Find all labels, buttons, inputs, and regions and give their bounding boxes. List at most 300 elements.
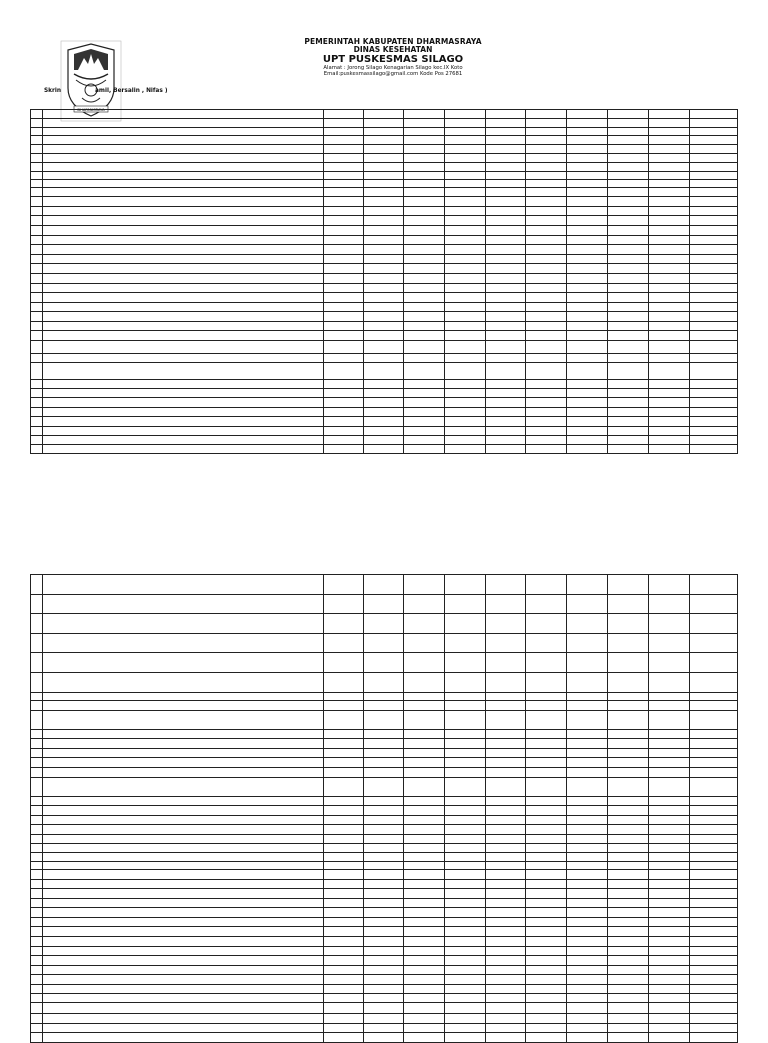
answer-tidak-cell[interactable] bbox=[690, 594, 738, 614]
answer-tidak-cell[interactable] bbox=[364, 127, 404, 136]
answer-ya-cell[interactable] bbox=[324, 946, 364, 956]
answer-tidak-cell[interactable] bbox=[608, 861, 649, 869]
answer-ya-cell[interactable] bbox=[567, 633, 608, 653]
answer-tidak-cell[interactable] bbox=[445, 758, 486, 768]
answer-ya-cell[interactable] bbox=[324, 153, 364, 162]
answer-ya-cell[interactable] bbox=[486, 594, 526, 614]
answer-tidak-cell[interactable] bbox=[364, 994, 404, 1003]
answer-ya-cell[interactable] bbox=[404, 312, 445, 322]
answer-tidak-cell[interactable] bbox=[445, 312, 486, 322]
answer-tidak-cell[interactable] bbox=[364, 341, 404, 354]
answer-ya-cell[interactable] bbox=[649, 672, 690, 692]
answer-ya-cell[interactable] bbox=[567, 225, 608, 235]
answer-tidak-cell[interactable] bbox=[526, 110, 567, 119]
answer-tidak-cell[interactable] bbox=[690, 777, 738, 796]
answer-tidak-cell[interactable] bbox=[445, 197, 486, 207]
answer-ya-cell[interactable] bbox=[404, 118, 445, 127]
answer-tidak-cell[interactable] bbox=[608, 815, 649, 825]
answer-tidak-cell[interactable] bbox=[364, 834, 404, 843]
answer-ya-cell[interactable] bbox=[567, 843, 608, 852]
answer-tidak-cell[interactable] bbox=[608, 692, 649, 701]
answer-tidak-cell[interactable] bbox=[364, 748, 404, 758]
answer-ya-cell[interactable] bbox=[567, 179, 608, 187]
answer-ya-cell[interactable] bbox=[567, 245, 608, 255]
answer-tidak-cell[interactable] bbox=[608, 796, 649, 806]
answer-ya-cell[interactable] bbox=[404, 187, 445, 197]
answer-tidak-cell[interactable] bbox=[690, 869, 738, 879]
answer-tidak-cell[interactable] bbox=[445, 614, 486, 634]
answer-tidak-cell[interactable] bbox=[364, 179, 404, 187]
answer-ya-cell[interactable] bbox=[324, 653, 364, 673]
answer-ya-cell[interactable] bbox=[324, 748, 364, 758]
answer-ya-cell[interactable] bbox=[404, 994, 445, 1003]
answer-tidak-cell[interactable] bbox=[608, 843, 649, 852]
answer-tidak-cell[interactable] bbox=[445, 777, 486, 796]
answer-tidak-cell[interactable] bbox=[364, 302, 404, 312]
answer-tidak-cell[interactable] bbox=[526, 692, 567, 701]
answer-ya-cell[interactable] bbox=[567, 614, 608, 634]
answer-tidak-cell[interactable] bbox=[690, 806, 738, 816]
answer-ya-cell[interactable] bbox=[404, 767, 445, 777]
answer-tidak-cell[interactable] bbox=[445, 825, 486, 835]
answer-ya-cell[interactable] bbox=[324, 692, 364, 701]
answer-ya-cell[interactable] bbox=[486, 653, 526, 673]
answer-tidak-cell[interactable] bbox=[690, 965, 738, 975]
answer-tidak-cell[interactable] bbox=[526, 710, 567, 729]
answer-ya-cell[interactable] bbox=[486, 435, 526, 444]
answer-tidak-cell[interactable] bbox=[690, 889, 738, 899]
answer-tidak-cell[interactable] bbox=[526, 388, 567, 398]
answer-tidak-cell[interactable] bbox=[526, 994, 567, 1003]
answer-ya-cell[interactable] bbox=[567, 739, 608, 749]
answer-ya-cell[interactable] bbox=[486, 815, 526, 825]
answer-tidak-cell[interactable] bbox=[364, 777, 404, 796]
answer-tidak-cell[interactable] bbox=[608, 225, 649, 235]
answer-ya-cell[interactable] bbox=[404, 341, 445, 354]
answer-tidak-cell[interactable] bbox=[445, 254, 486, 264]
answer-ya-cell[interactable] bbox=[486, 398, 526, 408]
answer-ya-cell[interactable] bbox=[324, 225, 364, 235]
answer-tidak-cell[interactable] bbox=[445, 806, 486, 816]
answer-tidak-cell[interactable] bbox=[445, 293, 486, 303]
answer-ya-cell[interactable] bbox=[486, 293, 526, 303]
answer-ya-cell[interactable] bbox=[567, 110, 608, 119]
answer-tidak-cell[interactable] bbox=[445, 118, 486, 127]
answer-ya-cell[interactable] bbox=[486, 354, 526, 363]
answer-ya-cell[interactable] bbox=[486, 136, 526, 145]
answer-ya-cell[interactable] bbox=[486, 575, 526, 595]
answer-ya-cell[interactable] bbox=[404, 354, 445, 363]
answer-tidak-cell[interactable] bbox=[608, 254, 649, 264]
answer-tidak-cell[interactable] bbox=[445, 729, 486, 739]
answer-ya-cell[interactable] bbox=[486, 777, 526, 796]
answer-ya-cell[interactable] bbox=[324, 1033, 364, 1043]
answer-ya-cell[interactable] bbox=[404, 956, 445, 966]
answer-ya-cell[interactable] bbox=[324, 869, 364, 879]
answer-ya-cell[interactable] bbox=[649, 283, 690, 293]
answer-ya-cell[interactable] bbox=[649, 710, 690, 729]
answer-ya-cell[interactable] bbox=[649, 110, 690, 119]
answer-tidak-cell[interactable] bbox=[526, 197, 567, 207]
answer-tidak-cell[interactable] bbox=[445, 283, 486, 293]
answer-tidak-cell[interactable] bbox=[690, 739, 738, 749]
answer-ya-cell[interactable] bbox=[567, 748, 608, 758]
answer-tidak-cell[interactable] bbox=[445, 153, 486, 162]
answer-ya-cell[interactable] bbox=[404, 398, 445, 408]
answer-ya-cell[interactable] bbox=[567, 806, 608, 816]
answer-ya-cell[interactable] bbox=[486, 1033, 526, 1043]
answer-ya-cell[interactable] bbox=[486, 235, 526, 245]
answer-ya-cell[interactable] bbox=[649, 417, 690, 427]
answer-tidak-cell[interactable] bbox=[690, 767, 738, 777]
answer-tidak-cell[interactable] bbox=[445, 889, 486, 899]
answer-tidak-cell[interactable] bbox=[608, 136, 649, 145]
answer-ya-cell[interactable] bbox=[567, 283, 608, 293]
answer-tidak-cell[interactable] bbox=[364, 806, 404, 816]
answer-tidak-cell[interactable] bbox=[526, 748, 567, 758]
answer-tidak-cell[interactable] bbox=[364, 889, 404, 899]
answer-ya-cell[interactable] bbox=[486, 739, 526, 749]
answer-ya-cell[interactable] bbox=[649, 908, 690, 918]
answer-tidak-cell[interactable] bbox=[690, 118, 738, 127]
answer-ya-cell[interactable] bbox=[486, 118, 526, 127]
answer-tidak-cell[interactable] bbox=[364, 354, 404, 363]
answer-tidak-cell[interactable] bbox=[608, 312, 649, 322]
answer-ya-cell[interactable] bbox=[486, 388, 526, 398]
answer-tidak-cell[interactable] bbox=[364, 927, 404, 937]
answer-ya-cell[interactable] bbox=[404, 1023, 445, 1033]
answer-ya-cell[interactable] bbox=[649, 777, 690, 796]
answer-tidak-cell[interactable] bbox=[690, 672, 738, 692]
answer-tidak-cell[interactable] bbox=[364, 225, 404, 235]
answer-tidak-cell[interactable] bbox=[526, 341, 567, 354]
answer-ya-cell[interactable] bbox=[567, 937, 608, 947]
answer-tidak-cell[interactable] bbox=[445, 653, 486, 673]
answer-ya-cell[interactable] bbox=[649, 118, 690, 127]
answer-tidak-cell[interactable] bbox=[608, 898, 649, 908]
answer-tidak-cell[interactable] bbox=[526, 264, 567, 274]
answer-tidak-cell[interactable] bbox=[608, 1014, 649, 1024]
answer-ya-cell[interactable] bbox=[404, 444, 445, 453]
answer-tidak-cell[interactable] bbox=[364, 739, 404, 749]
answer-tidak-cell[interactable] bbox=[690, 283, 738, 293]
answer-ya-cell[interactable] bbox=[486, 283, 526, 293]
answer-tidak-cell[interactable] bbox=[690, 843, 738, 852]
answer-ya-cell[interactable] bbox=[567, 985, 608, 994]
answer-tidak-cell[interactable] bbox=[690, 937, 738, 947]
answer-ya-cell[interactable] bbox=[486, 908, 526, 918]
answer-ya-cell[interactable] bbox=[567, 254, 608, 264]
answer-tidak-cell[interactable] bbox=[690, 729, 738, 739]
answer-ya-cell[interactable] bbox=[649, 216, 690, 226]
answer-ya-cell[interactable] bbox=[486, 672, 526, 692]
answer-ya-cell[interactable] bbox=[324, 937, 364, 947]
answer-ya-cell[interactable] bbox=[649, 927, 690, 937]
answer-tidak-cell[interactable] bbox=[364, 575, 404, 595]
answer-ya-cell[interactable] bbox=[486, 153, 526, 162]
answer-tidak-cell[interactable] bbox=[526, 118, 567, 127]
answer-ya-cell[interactable] bbox=[404, 614, 445, 634]
answer-tidak-cell[interactable] bbox=[445, 162, 486, 171]
answer-tidak-cell[interactable] bbox=[445, 898, 486, 908]
answer-tidak-cell[interactable] bbox=[690, 245, 738, 255]
answer-ya-cell[interactable] bbox=[324, 444, 364, 453]
answer-ya-cell[interactable] bbox=[567, 426, 608, 435]
answer-ya-cell[interactable] bbox=[567, 407, 608, 417]
answer-ya-cell[interactable] bbox=[649, 341, 690, 354]
answer-tidak-cell[interactable] bbox=[526, 225, 567, 235]
answer-ya-cell[interactable] bbox=[324, 264, 364, 274]
answer-ya-cell[interactable] bbox=[649, 197, 690, 207]
answer-ya-cell[interactable] bbox=[486, 917, 526, 927]
answer-ya-cell[interactable] bbox=[324, 312, 364, 322]
answer-ya-cell[interactable] bbox=[567, 777, 608, 796]
answer-tidak-cell[interactable] bbox=[445, 145, 486, 154]
answer-ya-cell[interactable] bbox=[486, 825, 526, 835]
answer-ya-cell[interactable] bbox=[649, 398, 690, 408]
answer-ya-cell[interactable] bbox=[324, 908, 364, 918]
answer-ya-cell[interactable] bbox=[404, 235, 445, 245]
answer-ya-cell[interactable] bbox=[486, 614, 526, 634]
answer-ya-cell[interactable] bbox=[404, 575, 445, 595]
answer-ya-cell[interactable] bbox=[649, 869, 690, 879]
answer-tidak-cell[interactable] bbox=[526, 575, 567, 595]
answer-ya-cell[interactable] bbox=[404, 1014, 445, 1024]
answer-tidak-cell[interactable] bbox=[608, 407, 649, 417]
answer-ya-cell[interactable] bbox=[324, 127, 364, 136]
answer-tidak-cell[interactable] bbox=[445, 748, 486, 758]
answer-tidak-cell[interactable] bbox=[445, 985, 486, 994]
answer-ya-cell[interactable] bbox=[324, 614, 364, 634]
answer-ya-cell[interactable] bbox=[324, 235, 364, 245]
answer-ya-cell[interactable] bbox=[649, 994, 690, 1003]
answer-ya-cell[interactable] bbox=[404, 145, 445, 154]
answer-ya-cell[interactable] bbox=[567, 908, 608, 918]
answer-tidak-cell[interactable] bbox=[690, 758, 738, 768]
answer-ya-cell[interactable] bbox=[567, 1014, 608, 1024]
answer-tidak-cell[interactable] bbox=[526, 861, 567, 869]
answer-ya-cell[interactable] bbox=[324, 388, 364, 398]
answer-tidak-cell[interactable] bbox=[364, 692, 404, 701]
answer-ya-cell[interactable] bbox=[649, 889, 690, 899]
answer-ya-cell[interactable] bbox=[324, 426, 364, 435]
answer-tidak-cell[interactable] bbox=[608, 110, 649, 119]
answer-ya-cell[interactable] bbox=[567, 879, 608, 889]
answer-ya-cell[interactable] bbox=[567, 889, 608, 899]
answer-ya-cell[interactable] bbox=[324, 197, 364, 207]
answer-tidak-cell[interactable] bbox=[608, 444, 649, 453]
answer-ya-cell[interactable] bbox=[324, 1023, 364, 1033]
answer-tidak-cell[interactable] bbox=[364, 710, 404, 729]
answer-tidak-cell[interactable] bbox=[526, 331, 567, 341]
answer-tidak-cell[interactable] bbox=[526, 162, 567, 171]
answer-ya-cell[interactable] bbox=[324, 739, 364, 749]
answer-tidak-cell[interactable] bbox=[608, 398, 649, 408]
answer-ya-cell[interactable] bbox=[404, 321, 445, 331]
answer-ya-cell[interactable] bbox=[324, 917, 364, 927]
answer-tidak-cell[interactable] bbox=[690, 398, 738, 408]
answer-ya-cell[interactable] bbox=[649, 965, 690, 975]
answer-tidak-cell[interactable] bbox=[690, 614, 738, 634]
answer-tidak-cell[interactable] bbox=[364, 908, 404, 918]
answer-tidak-cell[interactable] bbox=[364, 975, 404, 985]
answer-tidak-cell[interactable] bbox=[690, 388, 738, 398]
answer-tidak-cell[interactable] bbox=[608, 1033, 649, 1043]
answer-ya-cell[interactable] bbox=[404, 245, 445, 255]
answer-ya-cell[interactable] bbox=[404, 1033, 445, 1043]
answer-tidak-cell[interactable] bbox=[445, 444, 486, 453]
answer-ya-cell[interactable] bbox=[404, 633, 445, 653]
answer-ya-cell[interactable] bbox=[486, 937, 526, 947]
answer-ya-cell[interactable] bbox=[324, 806, 364, 816]
answer-tidak-cell[interactable] bbox=[526, 672, 567, 692]
answer-ya-cell[interactable] bbox=[567, 435, 608, 444]
answer-tidak-cell[interactable] bbox=[608, 341, 649, 354]
answer-ya-cell[interactable] bbox=[567, 946, 608, 956]
answer-ya-cell[interactable] bbox=[324, 927, 364, 937]
answer-ya-cell[interactable] bbox=[567, 672, 608, 692]
answer-ya-cell[interactable] bbox=[486, 692, 526, 701]
answer-ya-cell[interactable] bbox=[404, 594, 445, 614]
answer-tidak-cell[interactable] bbox=[690, 748, 738, 758]
answer-tidak-cell[interactable] bbox=[690, 426, 738, 435]
answer-ya-cell[interactable] bbox=[324, 187, 364, 197]
answer-ya-cell[interactable] bbox=[567, 398, 608, 408]
answer-tidak-cell[interactable] bbox=[526, 594, 567, 614]
answer-ya-cell[interactable] bbox=[324, 729, 364, 739]
answer-tidak-cell[interactable] bbox=[608, 825, 649, 835]
answer-tidak-cell[interactable] bbox=[608, 575, 649, 595]
answer-tidak-cell[interactable] bbox=[690, 692, 738, 701]
answer-tidak-cell[interactable] bbox=[690, 908, 738, 918]
answer-tidak-cell[interactable] bbox=[364, 254, 404, 264]
answer-tidak-cell[interactable] bbox=[445, 975, 486, 985]
answer-tidak-cell[interactable] bbox=[690, 273, 738, 283]
answer-tidak-cell[interactable] bbox=[608, 869, 649, 879]
answer-ya-cell[interactable] bbox=[324, 216, 364, 226]
answer-tidak-cell[interactable] bbox=[445, 843, 486, 852]
answer-tidak-cell[interactable] bbox=[364, 245, 404, 255]
answer-tidak-cell[interactable] bbox=[690, 197, 738, 207]
answer-ya-cell[interactable] bbox=[324, 302, 364, 312]
answer-ya-cell[interactable] bbox=[649, 861, 690, 869]
answer-ya-cell[interactable] bbox=[324, 407, 364, 417]
answer-tidak-cell[interactable] bbox=[608, 927, 649, 937]
answer-ya-cell[interactable] bbox=[649, 758, 690, 768]
answer-ya-cell[interactable] bbox=[324, 293, 364, 303]
answer-ya-cell[interactable] bbox=[404, 293, 445, 303]
answer-tidak-cell[interactable] bbox=[445, 834, 486, 843]
answer-ya-cell[interactable] bbox=[649, 321, 690, 331]
answer-ya-cell[interactable] bbox=[649, 312, 690, 322]
answer-ya-cell[interactable] bbox=[649, 264, 690, 274]
answer-tidak-cell[interactable] bbox=[445, 426, 486, 435]
answer-ya-cell[interactable] bbox=[486, 1014, 526, 1024]
answer-tidak-cell[interactable] bbox=[445, 273, 486, 283]
answer-ya-cell[interactable] bbox=[404, 225, 445, 235]
answer-ya-cell[interactable] bbox=[486, 302, 526, 312]
answer-ya-cell[interactable] bbox=[486, 187, 526, 197]
answer-ya-cell[interactable] bbox=[324, 321, 364, 331]
answer-tidak-cell[interactable] bbox=[445, 264, 486, 274]
answer-ya-cell[interactable] bbox=[567, 302, 608, 312]
answer-tidak-cell[interactable] bbox=[690, 379, 738, 388]
answer-ya-cell[interactable] bbox=[567, 917, 608, 927]
answer-ya-cell[interactable] bbox=[324, 767, 364, 777]
answer-ya-cell[interactable] bbox=[649, 354, 690, 363]
answer-ya-cell[interactable] bbox=[486, 758, 526, 768]
answer-ya-cell[interactable] bbox=[324, 331, 364, 341]
answer-tidak-cell[interactable] bbox=[690, 153, 738, 162]
answer-tidak-cell[interactable] bbox=[445, 937, 486, 947]
answer-tidak-cell[interactable] bbox=[364, 426, 404, 435]
answer-ya-cell[interactable] bbox=[404, 739, 445, 749]
answer-tidak-cell[interactable] bbox=[608, 729, 649, 739]
answer-ya-cell[interactable] bbox=[486, 806, 526, 816]
answer-ya-cell[interactable] bbox=[486, 729, 526, 739]
answer-ya-cell[interactable] bbox=[649, 235, 690, 245]
answer-tidak-cell[interactable] bbox=[608, 118, 649, 127]
answer-tidak-cell[interactable] bbox=[526, 879, 567, 889]
answer-tidak-cell[interactable] bbox=[690, 145, 738, 154]
answer-ya-cell[interactable] bbox=[324, 825, 364, 835]
answer-tidak-cell[interactable] bbox=[445, 927, 486, 937]
answer-tidak-cell[interactable] bbox=[526, 834, 567, 843]
answer-tidak-cell[interactable] bbox=[526, 444, 567, 453]
answer-tidak-cell[interactable] bbox=[690, 994, 738, 1003]
answer-ya-cell[interactable] bbox=[486, 898, 526, 908]
answer-tidak-cell[interactable] bbox=[690, 407, 738, 417]
answer-ya-cell[interactable] bbox=[404, 435, 445, 444]
answer-ya-cell[interactable] bbox=[404, 908, 445, 918]
answer-ya-cell[interactable] bbox=[486, 110, 526, 119]
answer-ya-cell[interactable] bbox=[404, 729, 445, 739]
answer-tidak-cell[interactable] bbox=[690, 898, 738, 908]
answer-tidak-cell[interactable] bbox=[690, 341, 738, 354]
answer-tidak-cell[interactable] bbox=[445, 710, 486, 729]
answer-tidak-cell[interactable] bbox=[526, 825, 567, 835]
answer-ya-cell[interactable] bbox=[649, 444, 690, 453]
answer-tidak-cell[interactable] bbox=[608, 331, 649, 341]
answer-tidak-cell[interactable] bbox=[690, 225, 738, 235]
answer-ya-cell[interactable] bbox=[649, 975, 690, 985]
answer-ya-cell[interactable] bbox=[404, 653, 445, 673]
answer-tidak-cell[interactable] bbox=[445, 594, 486, 614]
answer-ya-cell[interactable] bbox=[324, 965, 364, 975]
answer-tidak-cell[interactable] bbox=[690, 331, 738, 341]
answer-ya-cell[interactable] bbox=[649, 206, 690, 216]
answer-ya-cell[interactable] bbox=[567, 1033, 608, 1043]
answer-tidak-cell[interactable] bbox=[526, 179, 567, 187]
answer-ya-cell[interactable] bbox=[324, 254, 364, 264]
answer-tidak-cell[interactable] bbox=[526, 975, 567, 985]
answer-ya-cell[interactable] bbox=[404, 206, 445, 216]
answer-ya-cell[interactable] bbox=[404, 264, 445, 274]
answer-tidak-cell[interactable] bbox=[690, 216, 738, 226]
answer-ya-cell[interactable] bbox=[567, 994, 608, 1003]
answer-tidak-cell[interactable] bbox=[526, 653, 567, 673]
answer-tidak-cell[interactable] bbox=[608, 758, 649, 768]
answer-ya-cell[interactable] bbox=[649, 767, 690, 777]
answer-ya-cell[interactable] bbox=[649, 245, 690, 255]
answer-ya-cell[interactable] bbox=[567, 388, 608, 398]
answer-tidak-cell[interactable] bbox=[608, 965, 649, 975]
answer-tidak-cell[interactable] bbox=[445, 1014, 486, 1024]
answer-tidak-cell[interactable] bbox=[364, 815, 404, 825]
answer-tidak-cell[interactable] bbox=[526, 283, 567, 293]
answer-tidak-cell[interactable] bbox=[445, 407, 486, 417]
answer-ya-cell[interactable] bbox=[567, 162, 608, 171]
